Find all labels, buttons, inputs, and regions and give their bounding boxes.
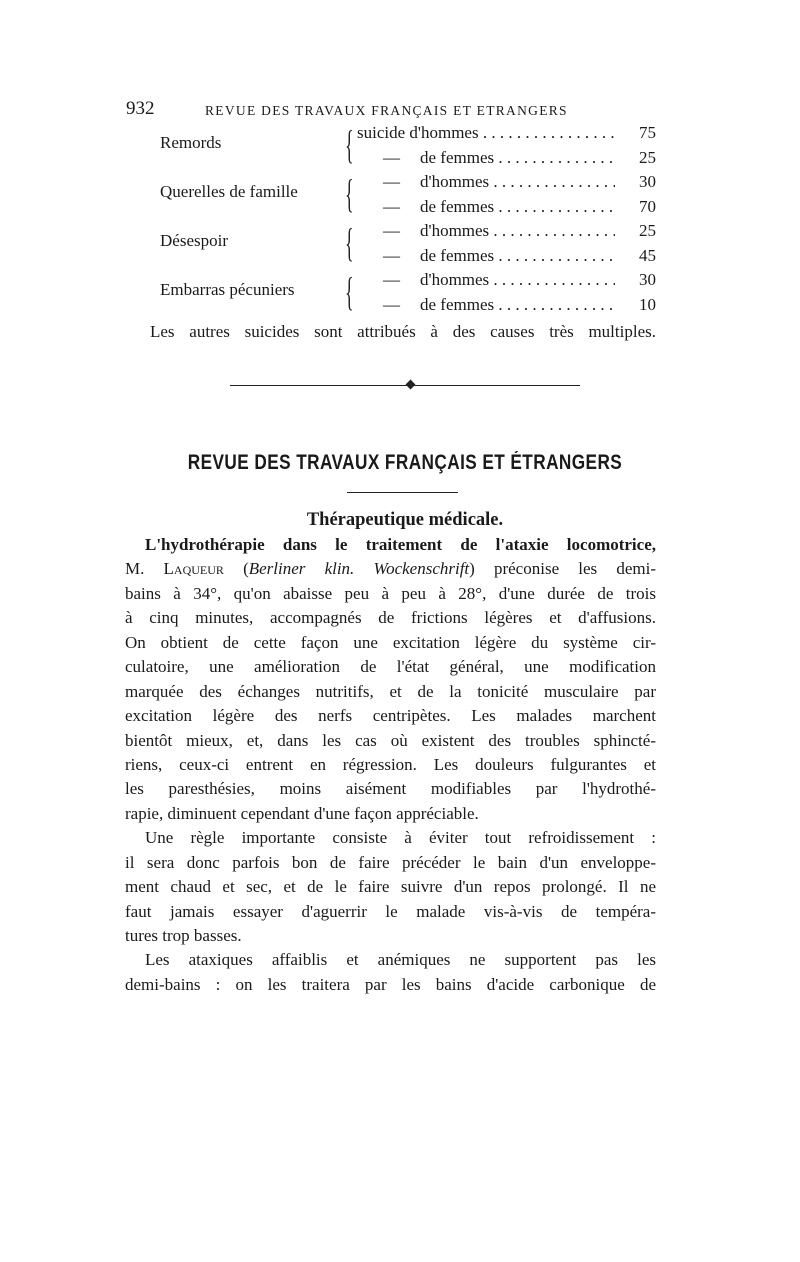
text-line (125, 924, 656, 948)
row-description: d'hommes . . . (420, 268, 615, 292)
section-heading: REVUE DES TRAVAUX FRANÇAIS ET ÉTRANGERS (187, 451, 623, 474)
ornament-diamond-icon (406, 380, 416, 390)
journal-title: Berliner klin. Wockenschrift (248, 559, 470, 579)
text-line (125, 729, 656, 753)
text-run: excitation légère des nerfs centripètes. Les malades marchent (125, 706, 656, 726)
article-title: L'hydrothérapie dans le traitement de l'ataxie locomotrice, (145, 535, 656, 554)
row-description: d'hommes . . . (420, 219, 615, 243)
ditto-dash: — (383, 270, 400, 289)
row-value: 25 (639, 221, 656, 240)
text-line (125, 973, 656, 997)
text-line (125, 606, 656, 630)
text-line (125, 680, 656, 704)
table-closing-sentence: Les autres suicides sont attribués à des causes très multiples. (150, 322, 656, 341)
text-run: ment chaud et sec, et de le faire suivre d'un repos prolongé. Il ne (125, 877, 656, 897)
ditto-dash: — (383, 172, 400, 191)
row-description: suicide d'hommes . . . (357, 121, 615, 145)
text-line (125, 826, 656, 850)
text-run: culatoire, une amélioration de l'état général, une modification (125, 657, 656, 677)
row-value: 70 (639, 196, 656, 216)
text-run: ) préconise les demi- (469, 559, 656, 579)
text-line (125, 631, 656, 655)
row-description: de femmes . . . (420, 244, 615, 268)
text-line (125, 655, 656, 679)
table-row (0, 170, 800, 194)
ditto-dash: — (383, 221, 400, 240)
text-run: rapie, diminuent cependant d'une façon appréciable. (125, 803, 479, 823)
page-number: 932 (126, 98, 155, 119)
text-run: faut jamais essayer d'aguerrir le malade vis-à-vis de tempéra- (125, 901, 656, 921)
table-group-label: Querelles de famille (160, 182, 298, 201)
table-row (0, 244, 800, 268)
running-header: REVUE DES TRAVAUX FRANÇAIS ET ETRANGERS (205, 103, 568, 118)
ditto-dash: — (383, 245, 400, 265)
brace-icon: { (345, 220, 354, 265)
text-run: bains à 34°, qu'on abaisse peu à peu à 28°, d'une durée de trois (125, 583, 656, 603)
text-line (125, 875, 656, 899)
row-value: 30 (639, 270, 656, 289)
author-name: Laqueur (163, 559, 224, 579)
text-run: bientôt mieux, et, dans les cas où existent des troubles sphincté- (125, 730, 656, 750)
text-line (125, 753, 656, 777)
table-row (0, 268, 800, 292)
table-group-label: Embarras pécuniers (160, 280, 295, 299)
text-line (125, 948, 656, 972)
row-value: 25 (639, 147, 656, 167)
text-run: ( (223, 559, 249, 579)
table-row (0, 293, 800, 317)
text-line (125, 704, 656, 728)
row-description: de femmes . . . (420, 195, 615, 219)
subsection-heading: Thérapeutique médicale. (306, 510, 504, 530)
text-run: riens, ceux-ci entrent en régression. Les douleurs fulgurantes et (125, 754, 656, 774)
ornamental-rule (230, 385, 580, 386)
text-line (125, 582, 656, 606)
text-line (125, 533, 656, 557)
ditto-dash: — (383, 147, 400, 167)
text-run: Une règle importante consiste à éviter tout refroidissement : (145, 828, 656, 848)
ditto-dash: — (383, 294, 400, 314)
text-run: à cinq minutes, accompagnés de frictions légères et d'affusions. (125, 608, 656, 628)
row-description: de femmes . . . (420, 293, 615, 317)
text-line (125, 851, 656, 875)
row-value: 30 (639, 172, 656, 191)
text-line (125, 802, 656, 826)
table-row (0, 219, 800, 243)
brace-icon: { (345, 171, 354, 216)
row-description: d'hommes . . . (420, 170, 615, 194)
table-row (0, 146, 800, 170)
row-value: 75 (639, 123, 656, 142)
table-group-label: Remords (160, 133, 222, 152)
brace-icon: { (345, 122, 354, 167)
text-run: Les ataxiques affaiblis et anémiques ne supportent pas les (145, 950, 656, 970)
text-run: M. (125, 559, 164, 579)
ditto-dash: — (383, 196, 400, 216)
text-run: On obtient de cette façon une excitation légère du système cir- (125, 632, 656, 652)
section-rule (347, 492, 458, 493)
text-line (125, 557, 656, 581)
text-run: les paresthésies, moins aisément modifiables par l'hydrothé- (125, 779, 656, 799)
text-run: il sera donc parfois bon de faire précéder le bain d'un enveloppe- (125, 852, 656, 872)
text-run: tures trop basses. (125, 926, 242, 945)
text-run: demi-bains : on les traitera par les bains d'acide carbonique de (125, 974, 656, 994)
table-row (0, 195, 800, 219)
row-description: de femmes . . . (420, 146, 615, 170)
brace-icon: { (345, 269, 354, 314)
text-line (125, 777, 656, 801)
row-value: 10 (639, 294, 656, 314)
text-line (125, 900, 656, 924)
table-group-label: Désespoir (160, 231, 228, 250)
table-row (0, 121, 800, 145)
article-body (125, 533, 656, 997)
text-run: marquée des échanges nutritifs, et de la tonicité musculaire par (125, 681, 656, 701)
row-value: 45 (639, 245, 656, 265)
